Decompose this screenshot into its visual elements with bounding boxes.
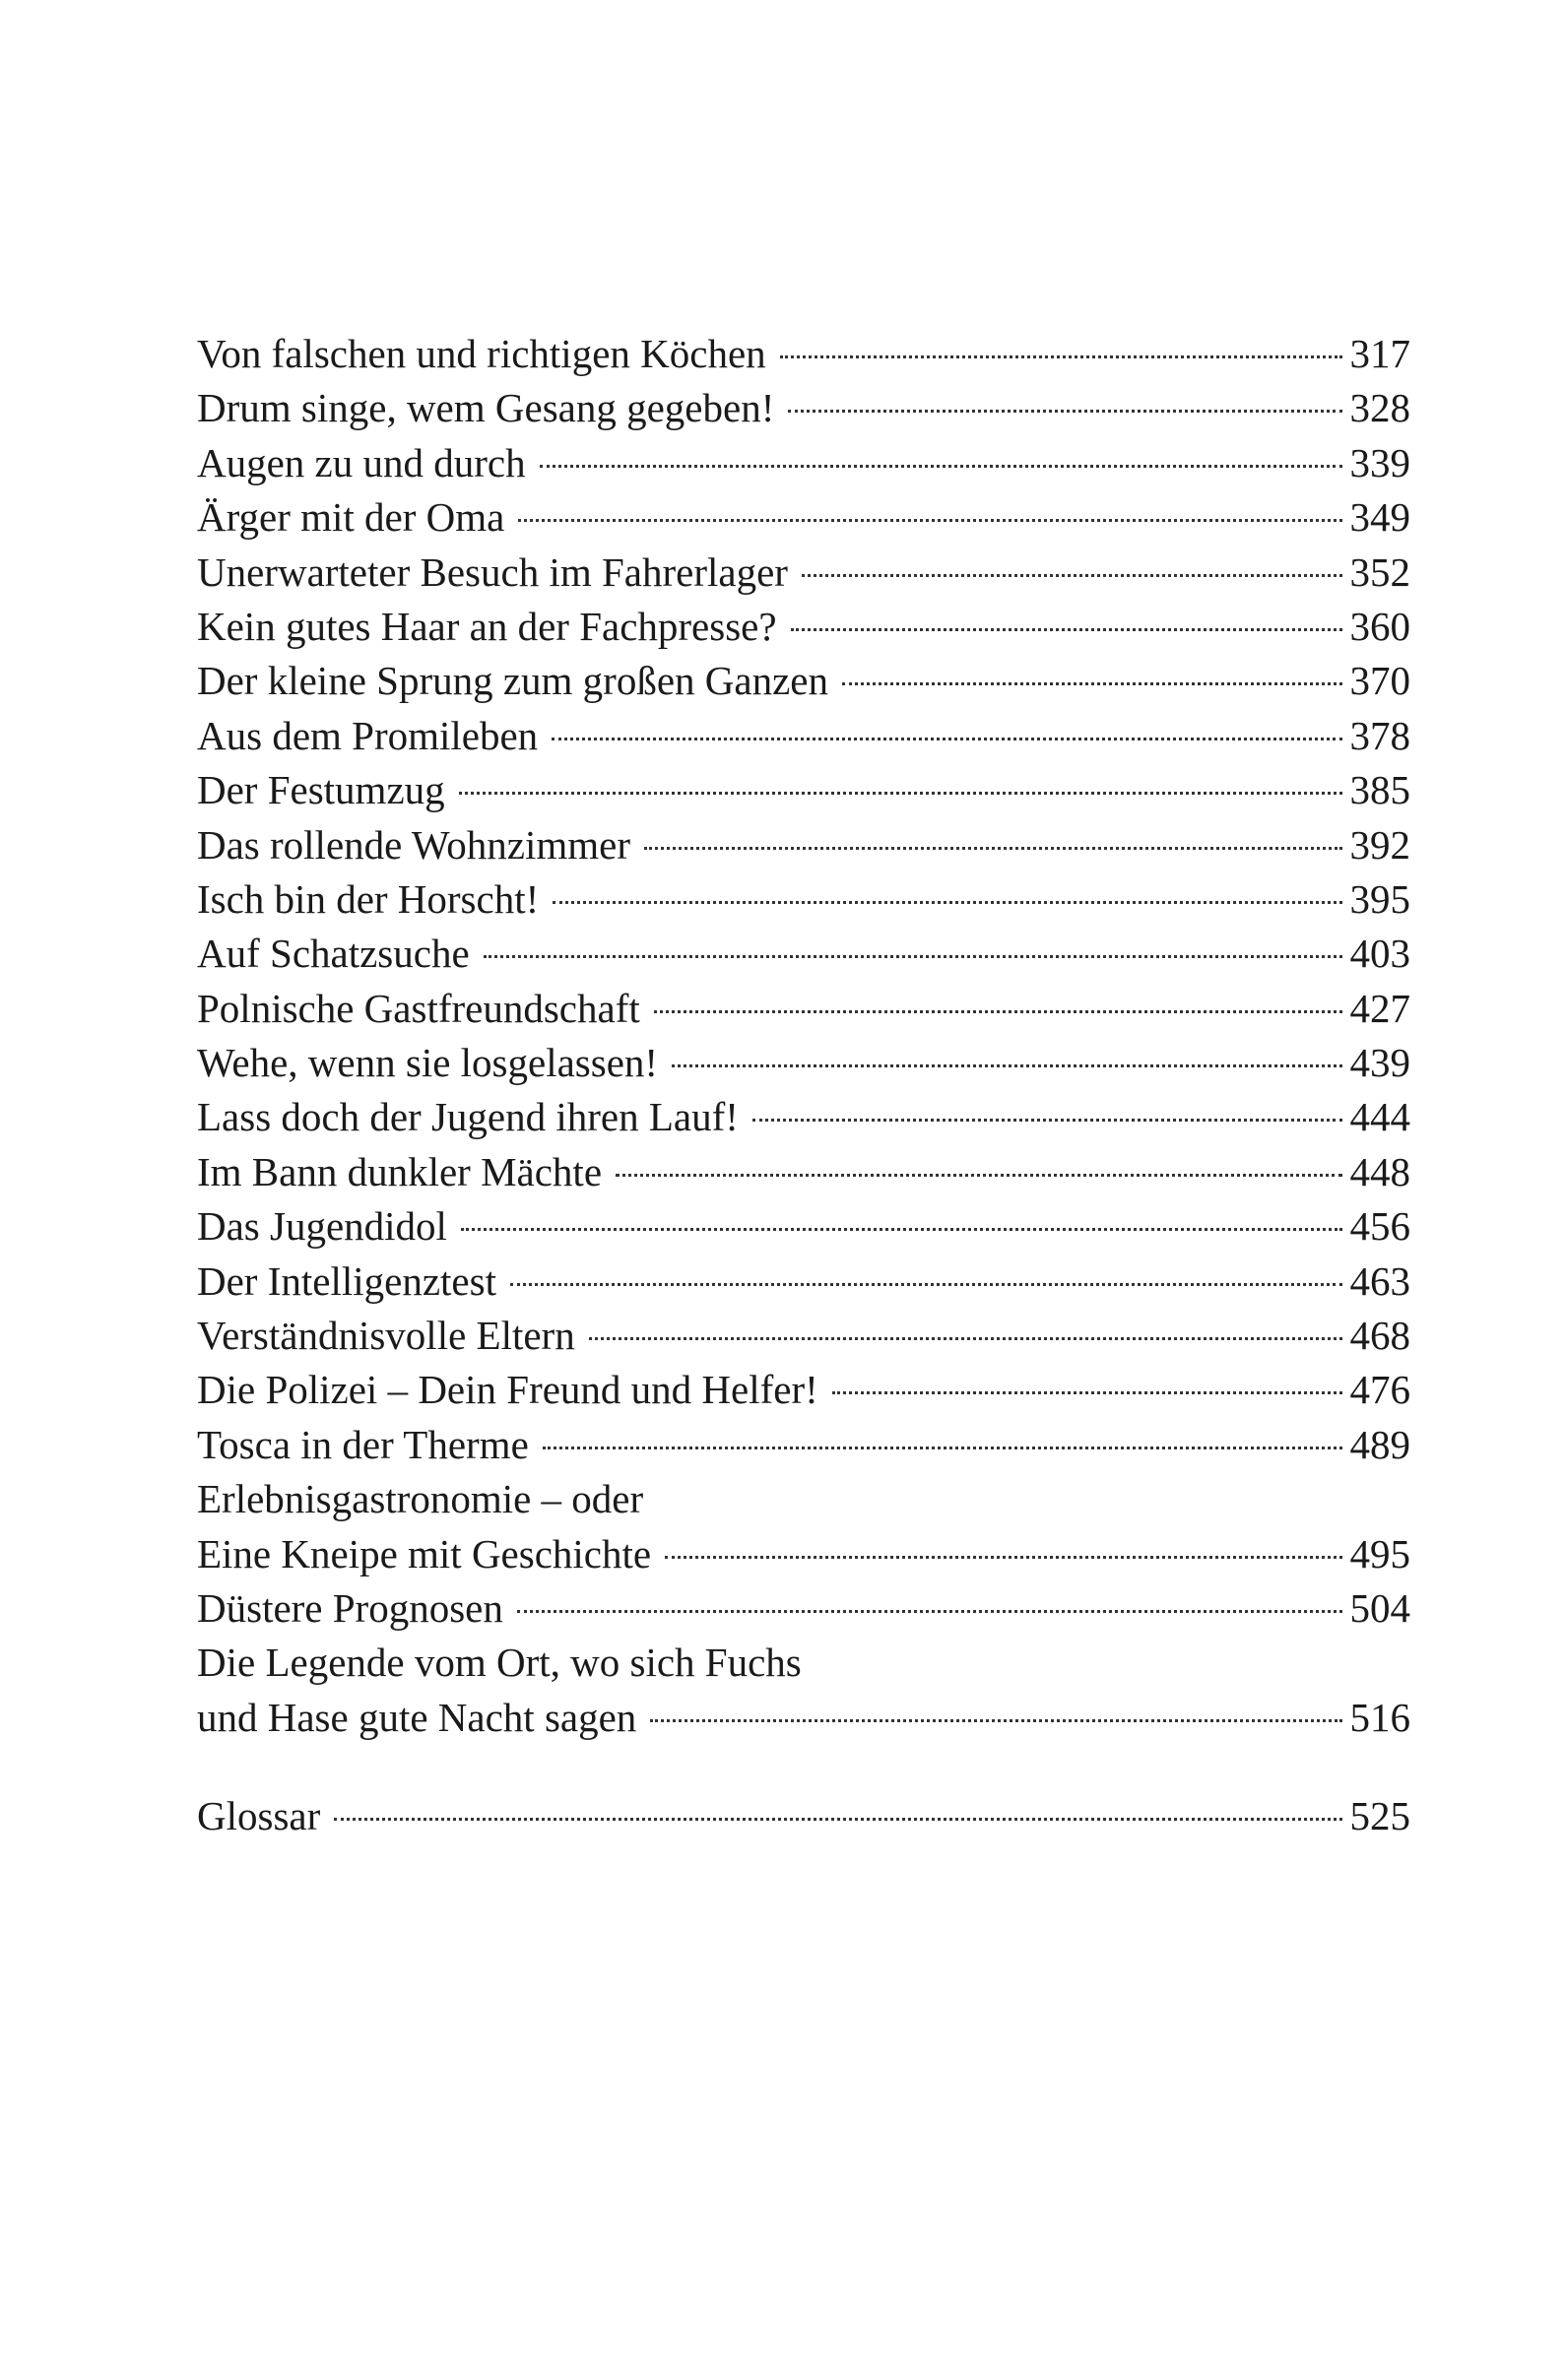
toc-entry-page: 525 <box>1349 1793 1410 1839</box>
toc-entry[interactable] <box>197 982 1410 1036</box>
toc-entry-page: 516 <box>1349 1694 1410 1740</box>
toc-entry-title: Der Festumzug <box>197 767 445 813</box>
toc-entry-page: 360 <box>1349 603 1410 649</box>
toc-entry-title: Ärger mit der Oma <box>197 494 505 541</box>
toc-entry-page: 489 <box>1349 1421 1410 1467</box>
toc-entry-page: 385 <box>1349 767 1410 813</box>
section-gap <box>197 1745 1410 1789</box>
toc-entry[interactable] <box>197 1636 1410 1745</box>
dot-leader <box>616 1174 1341 1177</box>
toc-entry-page: 448 <box>1349 1148 1410 1194</box>
toc-entry[interactable] <box>197 600 1410 654</box>
dot-leader <box>553 901 1341 904</box>
toc-entry-title: Wehe, wenn sie losgelassen! <box>197 1040 659 1086</box>
toc-entry-title: Im Bann dunkler Mächte <box>197 1148 603 1194</box>
toc-entry-title: Isch bin der Horscht! <box>197 875 540 922</box>
toc-entry-title: Eine Kneipe mit Geschichte <box>197 1530 652 1576</box>
toc-entry-title: Das rollende Wohnzimmer <box>197 821 630 868</box>
dot-leader <box>780 355 1342 358</box>
dot-leader <box>832 1391 1342 1394</box>
toc-entry-title: Drum singe, wem Gesang gegeben! <box>197 385 775 431</box>
toc-entry-page: 352 <box>1349 548 1410 595</box>
toc-entry[interactable] <box>197 546 1410 600</box>
dot-leader <box>543 1447 1342 1449</box>
toc-entry[interactable] <box>197 436 1410 490</box>
dot-leader <box>791 628 1342 631</box>
dot-leader <box>484 955 1342 958</box>
toc-entry-page: 328 <box>1349 385 1410 431</box>
toc-entry-page: 395 <box>1349 875 1410 922</box>
toc-entry-title: Unerwarteter Besuch im Fahrerlager <box>197 548 788 595</box>
dot-leader <box>665 1556 1341 1559</box>
dot-leader <box>589 1337 1342 1340</box>
toc-entry-page: 444 <box>1349 1094 1410 1140</box>
dot-leader <box>517 1610 1342 1613</box>
toc-entry-title: Aus dem Promileben <box>197 712 539 758</box>
dot-leader <box>461 1228 1342 1231</box>
dot-leader <box>644 847 1342 850</box>
toc-entry-title-line1: Erlebnisgastronomie – oder <box>197 1476 644 1522</box>
toc-entry[interactable] <box>197 490 1410 545</box>
dot-leader <box>654 1010 1342 1013</box>
dot-leader <box>334 1818 1341 1821</box>
toc-entry-title: Das Jugendidol <box>197 1203 447 1250</box>
toc-entry[interactable] <box>197 1199 1410 1254</box>
dot-leader <box>510 1283 1342 1286</box>
toc-entry-page: 463 <box>1349 1257 1410 1304</box>
toc-entry-page: 439 <box>1349 1040 1410 1086</box>
toc-entry-page: 378 <box>1349 712 1410 758</box>
dot-leader <box>459 792 1342 795</box>
toc-entry-title: Lass doch der Jugend ihren Lauf! <box>197 1094 739 1140</box>
dot-leader <box>518 519 1341 522</box>
toc-entry-page: 427 <box>1349 985 1410 1031</box>
toc-entry[interactable] <box>197 1254 1410 1309</box>
dot-leader <box>788 410 1341 413</box>
toc-entry[interactable] <box>197 818 1410 872</box>
toc-entry-title: Die Polizei – Dein Freund und Helfer! <box>197 1367 818 1413</box>
toc-entry[interactable] <box>197 1036 1410 1090</box>
toc-entry[interactable] <box>197 654 1410 708</box>
toc-entry[interactable] <box>197 1472 1410 1581</box>
toc-entry[interactable] <box>197 381 1410 435</box>
toc-entry[interactable] <box>197 709 1410 763</box>
toc-entry-title: Glossar <box>197 1793 321 1839</box>
table-of-contents <box>197 327 1410 1844</box>
toc-entry-page: 370 <box>1349 658 1410 704</box>
toc-entry[interactable] <box>197 872 1410 927</box>
toc-entry-page: 456 <box>1349 1203 1410 1250</box>
toc-entry-title: Von falschen und richtigen Köchen <box>197 331 766 376</box>
dot-leader <box>552 738 1341 740</box>
dot-leader <box>540 465 1342 468</box>
toc-entry[interactable] <box>197 1581 1410 1636</box>
toc-entry-title: Kein gutes Haar an der Fachpresse? <box>197 603 777 649</box>
dot-leader <box>842 682 1342 685</box>
toc-entry-title: Der kleine Sprung zum großen Ganzen <box>197 658 828 704</box>
toc-entry-title: Polnische Gastfreundschaft <box>197 985 640 1031</box>
dot-leader <box>672 1064 1341 1067</box>
toc-entry-title: Der Intelligenztest <box>197 1257 496 1304</box>
toc-entry-page: 504 <box>1349 1584 1410 1631</box>
toc-entry-page: 476 <box>1349 1367 1410 1413</box>
toc-entry[interactable] <box>197 1309 1410 1363</box>
toc-entry-title: Auf Schatzsuche <box>197 931 470 977</box>
toc-entry-title: Düstere Prognosen <box>197 1584 503 1631</box>
toc-entry-title: Augen zu und durch <box>197 439 526 485</box>
toc-entry-title: Tosca in der Therme <box>197 1421 529 1467</box>
toc-entry-page: 495 <box>1349 1530 1410 1576</box>
toc-entry[interactable] <box>197 763 1410 817</box>
toc-entry-title: und Hase gute Nacht sagen <box>197 1694 637 1740</box>
toc-entry-title-line1: Die Legende vom Ort, wo sich Fuchs <box>197 1640 802 1686</box>
toc-entry-page: 392 <box>1349 821 1410 868</box>
toc-entry-page: 339 <box>1349 439 1410 485</box>
dot-leader <box>802 574 1342 577</box>
toc-entry-page: 317 <box>1349 331 1410 376</box>
toc-entry[interactable] <box>197 1418 1410 1472</box>
toc-entry[interactable] <box>197 1145 1410 1199</box>
toc-entry-page: 349 <box>1349 494 1410 541</box>
toc-entry[interactable] <box>197 327 1410 381</box>
toc-entry-title: Verständnisvolle Eltern <box>197 1313 575 1359</box>
toc-entry[interactable] <box>197 1090 1410 1144</box>
toc-entry-page: 468 <box>1349 1313 1410 1359</box>
toc-entry[interactable] <box>197 1363 1410 1417</box>
dot-leader <box>650 1719 1341 1722</box>
toc-entry-page: 403 <box>1349 931 1410 977</box>
toc-entry-glossary[interactable] <box>197 1789 1410 1843</box>
toc-entry[interactable] <box>197 927 1410 981</box>
dot-leader <box>752 1119 1342 1122</box>
